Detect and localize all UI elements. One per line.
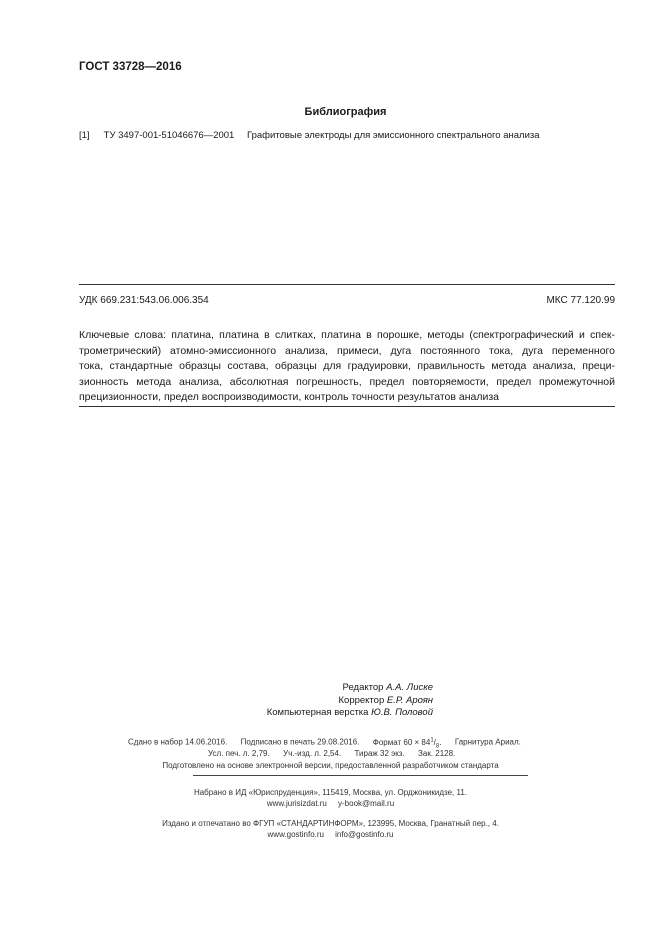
keywords-block	[79, 328, 615, 406]
print-details-line-1	[128, 737, 521, 749]
circulation: Тираж 32 экз.	[354, 749, 405, 758]
keywords-line: Ключевые слова: платина, платина в слитках, платина в порошке, методы (спектрографический и спек-	[79, 329, 615, 341]
layout-name: Ю.В. Половой	[371, 707, 433, 718]
top-divider	[79, 284, 615, 285]
standard-code: ГОСТ 33728—2016	[79, 61, 182, 73]
udk-code: УДК 669.231:543.06.006.354	[79, 295, 209, 306]
keywords-line: тока, стандартные образцы состава, образцы для градуировки, правильность метода анализа, преци-	[79, 360, 615, 372]
bibliography-title: Библиография	[304, 106, 387, 118]
bibliography-entry	[79, 130, 540, 141]
layout-label: Компьютерная верстка	[266, 707, 369, 718]
editor-name: А.А. Лиске	[386, 682, 433, 693]
layout-line	[267, 707, 433, 718]
print-sheets: Усл. печ. л. 2,79.	[208, 749, 270, 758]
corrector-line	[339, 695, 434, 706]
editor-line	[343, 682, 433, 693]
publisher-divider	[193, 775, 528, 776]
corrector-name: Е.Р. Ароян	[386, 695, 433, 706]
mks-code: МКС 77.120.99	[546, 295, 615, 306]
entry-title: Графитовые электроды для эмиссионного спектрального анализа	[246, 130, 540, 141]
corrector-label: Корректор	[338, 695, 385, 706]
printed-website: www.gostinfo.ru	[267, 830, 324, 839]
printed-info: Издано и отпечатано во ФГУП «СТАНДАРТИНФОРМ», 123995, Москва, Гранатный пер., 4.	[162, 819, 499, 828]
prepared-note: Подготовлено на основе электронной версии, предоставленной разработчиком стандарта	[162, 761, 499, 770]
keywords-divider	[79, 406, 615, 407]
typeset-contacts	[0, 799, 661, 808]
entry-number: [1]	[79, 130, 90, 141]
order-number: Зак. 2128.	[418, 749, 456, 758]
entry-code: ТУ 3497-001-51046676—2001	[103, 130, 235, 141]
printed-email: info@gostinfo.ru	[335, 830, 394, 839]
keywords-line: зионность метода анализа, абсолютная погрешность, предел повторяемости, предел промежуточной	[79, 375, 615, 388]
signed-date: Подписано в печать 29.08.2016.	[240, 737, 360, 747]
typeset-email: y-book@mail.ru	[338, 799, 395, 808]
typeset-website: www.jurisizdat.ru	[266, 799, 327, 808]
editor-label: Редактор	[342, 682, 384, 693]
font-value: Гарнитура Ариал.	[454, 737, 521, 747]
typeset-info: Набрано в ИД «Юриспруденция», 115419, Москва, ул. Орджоникидзе, 11.	[193, 788, 468, 797]
keywords-line: прецизионности, предел воспроизводимости, контроль точности результатов анализа	[79, 391, 499, 403]
printed-contacts	[0, 830, 661, 839]
format-value: Формат $60 \times 84^1/_8$.	[372, 737, 442, 750]
submitted-date: Сдано в набор 14.06.2016.	[128, 737, 228, 747]
print-details-line-2	[208, 749, 455, 758]
publishing-sheets: Уч.-изд. л. 2,54.	[283, 749, 342, 758]
keywords-line: трометрический) атомно-эмиссионного анализа, примеси, дуга постоянного тока, дуга переменного	[79, 344, 615, 357]
